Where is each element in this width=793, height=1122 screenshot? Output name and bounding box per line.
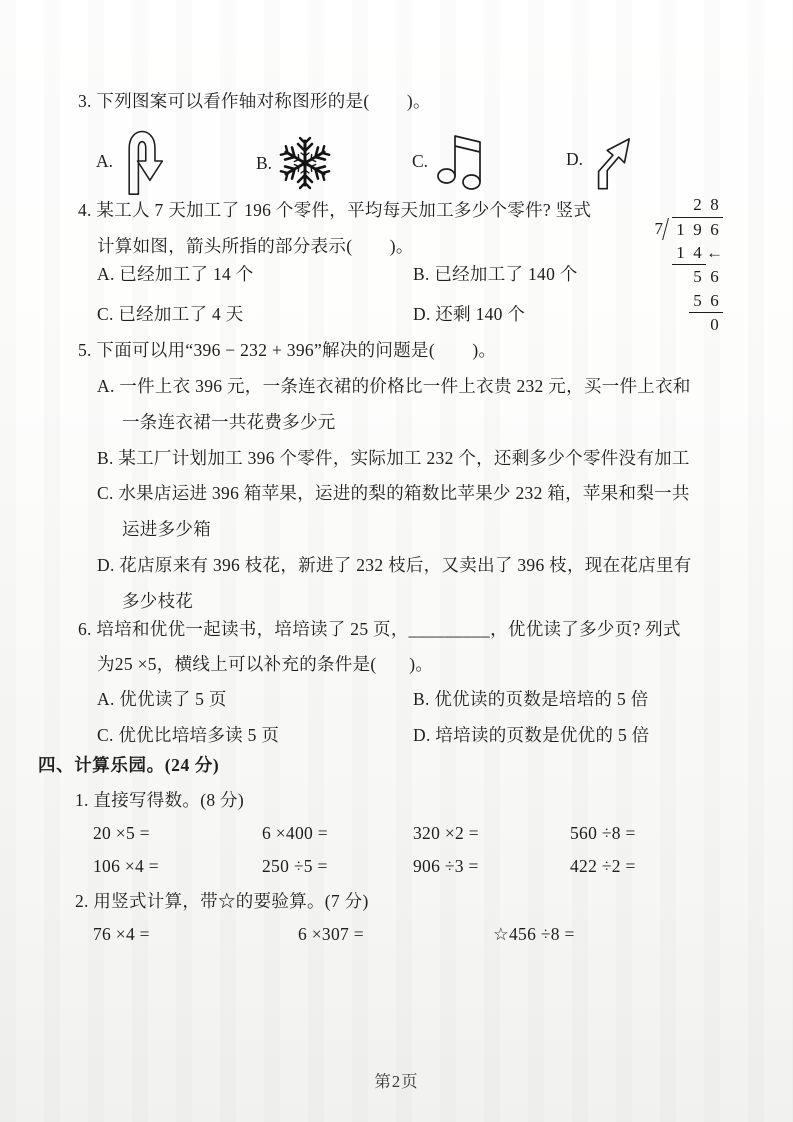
division-step2-row	[648, 265, 723, 289]
left-arrow-icon: ←	[706, 243, 723, 262]
q3-option-b	[256, 134, 332, 192]
step3-digit: 5	[689, 289, 706, 313]
division-remainder-row	[648, 313, 723, 337]
calc-item: 906 ÷3 =	[413, 856, 479, 876]
calc-item: 106 ×4 =	[93, 856, 159, 876]
option-b-label: B.	[256, 152, 273, 173]
q3-option-d	[566, 126, 635, 192]
section-4-sub1: 1. 直接写得数。(8 分)	[75, 790, 244, 810]
quotient-tens: 2	[693, 195, 702, 214]
question-4-stem-line1: 4. 某工人 7 天加工了 196 个零件，平均每天加工多少个零件? 竖式	[78, 200, 592, 220]
remainder-digit: 0	[710, 315, 719, 334]
calc-item: 250 ÷5 =	[262, 856, 328, 876]
division-dividend-row	[648, 217, 723, 241]
question-3-stem: 3. 下列图案可以看作轴对称图形的是( )。	[78, 91, 431, 111]
q6-option-a: A. 优优读了 5 页	[97, 689, 227, 709]
page-number: 第2页	[374, 1072, 419, 1091]
dividend-digit: 1	[672, 217, 689, 241]
step2-digit: 5	[693, 267, 702, 286]
dividend-digit: 9	[689, 217, 706, 241]
q3-option-c	[412, 128, 488, 194]
question-6-stem-line1: 6. 培培和优优一起读书，培培读了 25 页，_________，优优读了多少页? 列式	[78, 619, 681, 639]
calc-item: 76 ×4 =	[93, 924, 150, 944]
quotient-ones: 8	[710, 195, 719, 214]
calc-item: 320 ×2 =	[413, 823, 479, 843]
step1-digit: 4	[689, 241, 706, 265]
long-division-figure	[648, 193, 723, 337]
option-c-label: C.	[412, 150, 429, 171]
snowflake-icon	[278, 136, 332, 190]
option-d-label: D.	[566, 148, 584, 169]
q5-option-c-line2: 运进多少箱	[122, 519, 211, 539]
division-step1-row	[648, 241, 723, 265]
q4-option-d: D. 还剩 140 个	[413, 304, 526, 324]
q5-option-d-line2: 多少枝花	[122, 591, 194, 611]
q5-option-b: B. 某工厂计划加工 396 个零件，实际加工 232 个，还剩多少个零件没有加工	[97, 448, 690, 468]
calc-item: 6 ×400 =	[262, 823, 328, 843]
q5-option-d-line1: D. 花店原来有 396 枝花，新进了 232 枝后，又卖出了 396 枝，现在花店里有	[97, 555, 692, 575]
option-a-label: A.	[96, 150, 114, 171]
calc-item: 422 ÷2 =	[570, 856, 636, 876]
q3-option-a	[96, 124, 167, 198]
music-note-icon	[434, 129, 488, 193]
q4-option-a: A. 已经加工了 14 个	[97, 264, 254, 284]
dividend-digit: 6	[706, 217, 723, 241]
section-4-heading: 四、计算乐园。(24 分)	[38, 755, 220, 775]
division-step3-row	[648, 289, 723, 313]
calc-item: ☆456 ÷8 =	[493, 924, 575, 944]
question-5-stem: 5. 下面可以用“396 − 232 + 396”解决的问题是( )。	[78, 340, 497, 360]
q5-option-a-line1: A. 一件上衣 396 元，一条连衣裙的价格比一件上衣贵 232 元，买一件上衣和	[97, 376, 691, 396]
u-turn-arrow-icon	[119, 126, 167, 196]
step3-digit: 6	[706, 289, 723, 313]
step1-digit: 1	[672, 241, 689, 265]
divisor: 7	[654, 219, 663, 238]
q6-option-c: C. 优优比培培多读 5 页	[97, 725, 280, 745]
q6-option-b: B. 优优读的页数是培培的 5 倍	[413, 689, 649, 709]
q6-option-d: D. 培培读的页数是优优的 5 倍	[413, 725, 650, 745]
division-bracket-icon	[663, 217, 672, 241]
division-quotient-row	[648, 193, 723, 217]
q4-option-c: C. 已经加工了 4 天	[97, 304, 244, 324]
calc-item: 560 ÷8 =	[570, 823, 636, 843]
q5-option-a-line2: 一条连衣裙一共花费多少元	[122, 412, 336, 432]
step2-digit: 6	[710, 267, 719, 286]
section-4-sub2: 2. 用竖式计算，带☆的要验算。(7 分)	[75, 891, 369, 911]
q4-option-b: B. 已经加工了 140 个	[413, 264, 578, 284]
calc-item: 20 ×5 =	[93, 823, 150, 843]
question-6-stem-line2: 为25 ×5，横线上可以补充的条件是( )。	[97, 654, 434, 674]
bent-arrow-icon	[589, 127, 635, 191]
calc-item: 6 ×307 =	[298, 924, 364, 944]
question-4-stem-line2: 计算如图，箭头所指的部分表示( )。	[97, 236, 414, 256]
q5-option-c-line1: C. 水果店运进 396 箱苹果，运进的梨的箱数比苹果少 232 箱，苹果和梨一共	[97, 483, 690, 503]
